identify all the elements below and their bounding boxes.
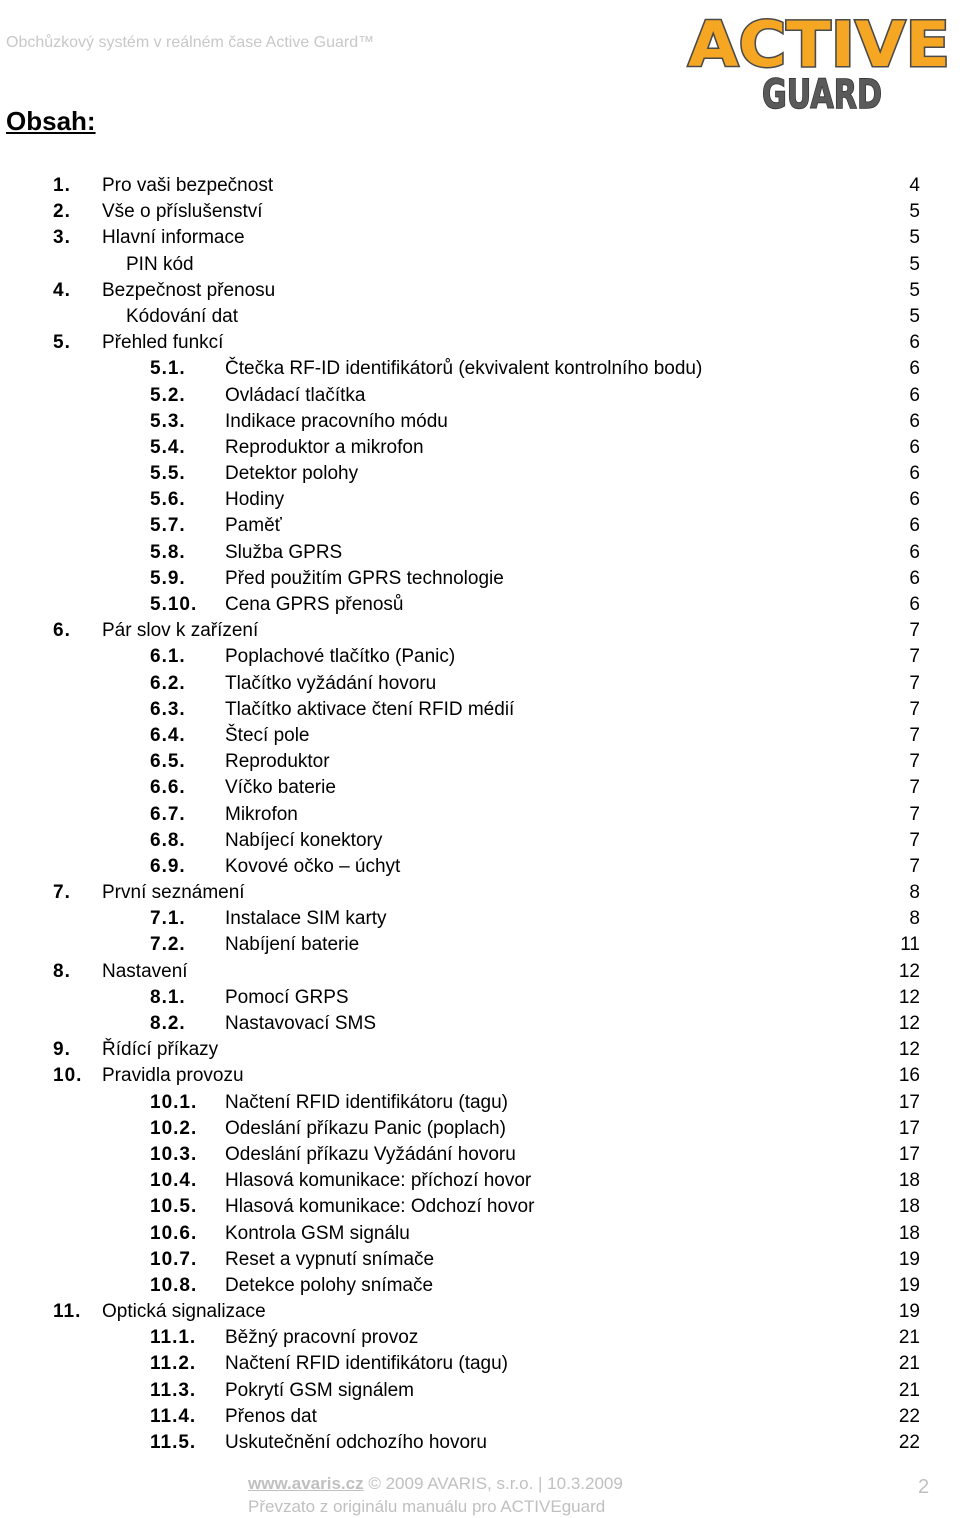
toc-entry-number: 7.2. xyxy=(150,934,186,956)
toc-entry-label: Pro vaši bezpečnost xyxy=(102,175,274,196)
toc-entry-page: 5 xyxy=(909,305,920,327)
toc-entry-page: 6 xyxy=(909,567,920,589)
toc-entry xyxy=(0,1221,960,1247)
toc-entry-label: Tlačítko aktivace čtení RFID médií xyxy=(225,698,515,720)
toc-entry-number: 3. xyxy=(53,227,71,249)
toc-entry xyxy=(0,697,960,723)
toc-entry-number: 5.9. xyxy=(150,567,186,589)
toc-entry-number: 5.7. xyxy=(150,515,186,537)
toc-entry xyxy=(0,1351,960,1377)
toc-entry xyxy=(0,304,960,330)
toc-entry-number: 6.4. xyxy=(150,724,186,746)
toc-entry-page: 7 xyxy=(909,620,920,642)
toc-entry-page: 19 xyxy=(898,1301,920,1323)
toc-entry-page: 5 xyxy=(909,279,920,301)
toc-entry-number: 11. xyxy=(53,1301,82,1323)
toc-entry-page: 4 xyxy=(909,175,920,196)
toc-entry xyxy=(0,435,960,461)
toc-entry xyxy=(0,1090,960,1116)
toc-entry xyxy=(0,880,960,906)
toc-entry-number: 10.4. xyxy=(150,1170,198,1192)
toc-entry xyxy=(0,330,960,356)
toc-entry-label: Detektor polohy xyxy=(225,463,359,485)
toc-entry-page: 5 xyxy=(909,201,920,223)
toc-entry-label: Služba GPRS xyxy=(225,541,343,563)
toc-entry-number: 5.8. xyxy=(150,541,186,563)
toc-title: Obsah: xyxy=(6,106,96,136)
toc-entry-number: 11.1. xyxy=(150,1327,197,1349)
toc-entry-label: Kódování dat xyxy=(126,305,238,327)
toc-entry-label: Přehled funkcí xyxy=(102,332,224,354)
toc-entry-label: Detekce polohy snímače xyxy=(225,1274,434,1296)
toc-entry xyxy=(0,1430,960,1456)
toc-entry-label: Kovové očko – úchyt xyxy=(225,855,401,877)
toc-entry-number: 10.8. xyxy=(150,1274,198,1296)
toc-entry xyxy=(0,671,960,697)
toc-entry xyxy=(0,1247,960,1273)
toc-entry-number: 10.5. xyxy=(150,1196,198,1218)
toc-entry-page: 7 xyxy=(909,829,920,851)
toc-entry-label: Nastavovací SMS xyxy=(225,1013,376,1034)
table-of-contents xyxy=(0,173,960,1456)
toc-entry xyxy=(0,906,960,932)
toc-entry-number: 5.4. xyxy=(150,436,186,458)
toc-entry-number: 5. xyxy=(53,332,71,354)
toc-entry-label: Řídící příkazy xyxy=(102,1039,219,1061)
toc-entry xyxy=(0,1142,960,1168)
toc-entry xyxy=(0,461,960,487)
toc-entry-page: 18 xyxy=(898,1170,920,1192)
toc-entry xyxy=(0,1325,960,1351)
toc-entry-page: 17 xyxy=(898,1117,920,1139)
toc-entry-page: 21 xyxy=(898,1379,920,1401)
toc-entry-page: 7 xyxy=(909,698,920,720)
footer-note: Převzato z originálu manuálu pro ACTIVEguard xyxy=(248,1497,606,1516)
page-number: 2 xyxy=(918,1476,930,1498)
toc-entry-number: 5.2. xyxy=(150,384,186,406)
toc-entry-page: 12 xyxy=(898,960,920,982)
toc-entry-label: Přenos dat xyxy=(225,1405,317,1427)
toc-entry xyxy=(0,1037,960,1063)
svg-text:ACTIVE: ACTIVE xyxy=(688,8,950,81)
toc-entry xyxy=(0,252,960,278)
toc-entry-page: 7 xyxy=(909,803,920,825)
toc-entry-page: 17 xyxy=(898,1091,920,1113)
running-header: Obchůzkový systém v reálném čase Active Guard™ xyxy=(6,34,375,51)
toc-entry-number: 1. xyxy=(53,175,71,196)
footer-line-1 xyxy=(248,1474,623,1494)
toc-entry-label: Běžný pracovní provoz xyxy=(225,1327,419,1349)
toc-entry-label: Čtečka RF-ID identifikátorů (ekvivalent kontrolního bodu) xyxy=(225,358,703,380)
toc-entry-page: 6 xyxy=(909,463,920,485)
toc-entry-page: 6 xyxy=(909,436,920,458)
toc-entry xyxy=(0,173,960,199)
toc-entry-number: 10.1. xyxy=(150,1091,198,1113)
toc-entry-label: Hlasová komunikace: Odchozí hovor xyxy=(225,1196,535,1218)
toc-entry-number: 5.1. xyxy=(150,358,186,380)
toc-entry xyxy=(0,1404,960,1430)
toc-entry xyxy=(0,828,960,854)
toc-entry xyxy=(0,644,960,670)
toc-entry-number: 10.2. xyxy=(150,1117,198,1139)
toc-entry-page: 6 xyxy=(909,358,920,380)
toc-entry-page: 7 xyxy=(909,646,920,668)
toc-entry-page: 6 xyxy=(909,515,920,537)
footer-copyright: © 2009 AVARIS, s.r.o. | 10.3.2009 xyxy=(368,1474,623,1493)
toc-entry-label: Mikrofon xyxy=(225,803,298,825)
toc-entry-page: 21 xyxy=(898,1353,920,1375)
toc-entry-page: 6 xyxy=(909,489,920,511)
toc-entry-number: 5.10. xyxy=(150,594,198,615)
toc-entry-number: 8. xyxy=(53,960,71,982)
toc-entry-number: 9. xyxy=(53,1039,71,1061)
toc-entry xyxy=(0,854,960,880)
toc-entry xyxy=(0,1194,960,1220)
toc-entry xyxy=(0,1011,960,1037)
toc-entry-label: Cena GPRS přenosů xyxy=(225,594,404,615)
toc-entry xyxy=(0,1299,960,1325)
toc-entry-label: Paměť xyxy=(225,515,282,537)
toc-entry-page: 22 xyxy=(898,1405,920,1427)
toc-entry-page: 7 xyxy=(909,751,920,773)
toc-entry-page: 7 xyxy=(909,672,920,694)
toc-entry-label: Nabíjení baterie xyxy=(225,934,360,956)
toc-entry xyxy=(0,487,960,513)
toc-entry-page: 12 xyxy=(898,1039,920,1061)
toc-entry-page: 6 xyxy=(909,594,920,615)
toc-entry-number: 7. xyxy=(53,882,71,904)
toc-entry-label: Pravidla provozu xyxy=(102,1065,244,1087)
toc-entry-page: 7 xyxy=(909,777,920,799)
toc-entry-label: Reproduktor xyxy=(225,751,330,773)
toc-entry-number: 5.3. xyxy=(150,410,186,432)
toc-entry-label: Pokrytí GSM signálem xyxy=(225,1379,414,1401)
toc-entry xyxy=(0,513,960,539)
toc-entry-label: Bezpečnost přenosu xyxy=(102,279,276,301)
toc-entry-number: 6.6. xyxy=(150,777,186,799)
toc-entry-label: Víčko baterie xyxy=(225,777,336,799)
toc-entry-number: 5.5. xyxy=(150,463,186,485)
toc-entry-page: 6 xyxy=(909,384,920,406)
toc-entry-label: PIN kód xyxy=(126,253,194,275)
toc-entry-label: Poplachové tlačítko (Panic) xyxy=(225,646,456,668)
toc-entry-number: 6.5. xyxy=(150,751,186,773)
toc-entry-number: 7.1. xyxy=(150,908,186,930)
toc-entry-page: 12 xyxy=(898,1013,920,1034)
toc-entry-page: 11 xyxy=(900,934,920,956)
toc-entry-number: 6.1. xyxy=(150,646,186,668)
toc-entry xyxy=(0,278,960,304)
toc-entry xyxy=(0,1116,960,1142)
toc-entry-page: 7 xyxy=(909,724,920,746)
toc-entry-label: Hodiny xyxy=(225,489,285,511)
toc-entry-label: Vše o příslušenství xyxy=(102,201,263,223)
toc-entry-page: 6 xyxy=(909,541,920,563)
toc-entry-label: Hlavní informace xyxy=(102,227,245,249)
footer-website-link[interactable]: www.avaris.cz xyxy=(248,1474,364,1493)
toc-entry xyxy=(0,199,960,225)
toc-entry-number: 11.4. xyxy=(150,1405,197,1427)
toc-entry-number: 6.2. xyxy=(150,672,186,694)
toc-entry-page: 16 xyxy=(898,1065,920,1087)
toc-entry-label: Tlačítko vyžádání hovoru xyxy=(225,672,437,694)
toc-entry-number: 11.5. xyxy=(150,1432,197,1453)
toc-entry-label: První seznámení xyxy=(102,882,245,904)
toc-entry-page: 8 xyxy=(909,908,920,930)
toc-entry-label: Štecí pole xyxy=(225,724,310,746)
toc-entry xyxy=(0,985,960,1011)
toc-entry xyxy=(0,749,960,775)
toc-entry-label: Reproduktor a mikrofon xyxy=(225,436,424,458)
toc-entry-label: Odeslání příkazu Panic (poplach) xyxy=(225,1117,506,1139)
toc-entry-page: 17 xyxy=(898,1143,920,1165)
toc-entry-label: Reset a vypnutí snímače xyxy=(225,1248,435,1270)
toc-entry-number: 6.3. xyxy=(150,698,186,720)
toc-entry-label: Nastavení xyxy=(102,960,188,982)
toc-entry-label: Kontrola GSM signálu xyxy=(225,1222,410,1244)
toc-entry xyxy=(0,959,960,985)
toc-entry-page: 21 xyxy=(898,1327,920,1349)
toc-entry-label: Optická signalizace xyxy=(102,1301,266,1323)
toc-entry xyxy=(0,802,960,828)
toc-entry-label: Hlasová komunikace: příchozí hovor xyxy=(225,1170,532,1192)
toc-entry-number: 10.6. xyxy=(150,1222,198,1244)
toc-entry-page: 6 xyxy=(909,332,920,354)
toc-entry-number: 6.8. xyxy=(150,829,186,851)
toc-entry xyxy=(0,383,960,409)
toc-entry-page: 8 xyxy=(909,882,920,904)
toc-entry-number: 10.7. xyxy=(150,1248,198,1270)
toc-entry-number: 2. xyxy=(53,201,71,223)
toc-entry xyxy=(0,540,960,566)
toc-entry xyxy=(0,225,960,251)
toc-entry-number: 6.7. xyxy=(150,803,186,825)
toc-entry xyxy=(0,566,960,592)
toc-entry-number: 11.2. xyxy=(150,1353,197,1375)
toc-entry xyxy=(0,775,960,801)
toc-entry xyxy=(0,1168,960,1194)
toc-entry-number: 10.3. xyxy=(150,1143,198,1165)
toc-entry-number: 8.2. xyxy=(150,1013,186,1034)
toc-entry-number: 4. xyxy=(53,279,71,301)
toc-entry-label: Instalace SIM karty xyxy=(225,908,387,930)
toc-entry-number: 8.1. xyxy=(150,986,186,1008)
toc-entry-number: 5.6. xyxy=(150,489,186,511)
toc-entry xyxy=(0,723,960,749)
toc-entry-label: Načtení RFID identifikátoru (tagu) xyxy=(225,1353,509,1375)
toc-entry-number: 6.9. xyxy=(150,855,186,877)
toc-entry-label: Indikace pracovního módu xyxy=(225,410,448,432)
toc-entry-number: 6. xyxy=(53,620,71,642)
toc-entry-label: Pomocí GRPS xyxy=(225,986,349,1008)
toc-entry-label: Nabíjecí konektory xyxy=(225,829,383,851)
active-guard-logo xyxy=(684,4,954,116)
toc-entry-label: Uskutečnění odchozího hovoru xyxy=(225,1432,487,1453)
toc-entry xyxy=(0,356,960,382)
toc-entry-number: 11.3. xyxy=(150,1379,197,1401)
toc-entry xyxy=(0,1378,960,1404)
toc-entry-page: 22 xyxy=(898,1432,920,1453)
toc-entry-page: 19 xyxy=(898,1274,920,1296)
toc-entry xyxy=(0,618,960,644)
svg-text:GUARD: GUARD xyxy=(762,72,882,116)
toc-entry xyxy=(0,1273,960,1299)
toc-entry xyxy=(0,1063,960,1089)
toc-entry-label: Ovládací tlačítka xyxy=(225,384,366,406)
toc-entry-label: Načtení RFID identifikátoru (tagu) xyxy=(225,1091,509,1113)
toc-entry xyxy=(0,592,960,618)
toc-entry-label: Před použitím GPRS technologie xyxy=(225,567,504,589)
toc-entry xyxy=(0,409,960,435)
toc-entry-page: 5 xyxy=(909,253,920,275)
toc-entry-page: 18 xyxy=(898,1222,920,1244)
toc-entry-label: Odeslání příkazu Vyžádání hovoru xyxy=(225,1143,516,1165)
toc-entry-label: Pár slov k zařízení xyxy=(102,620,259,642)
toc-entry-number: 10. xyxy=(53,1065,83,1087)
toc-entry-page: 7 xyxy=(909,855,920,877)
toc-entry-page: 19 xyxy=(898,1248,920,1270)
toc-entry xyxy=(0,932,960,958)
toc-entry-page: 18 xyxy=(898,1196,920,1218)
toc-entry-page: 6 xyxy=(909,410,920,432)
toc-entry-page: 5 xyxy=(909,227,920,249)
toc-entry-page: 12 xyxy=(898,986,920,1008)
